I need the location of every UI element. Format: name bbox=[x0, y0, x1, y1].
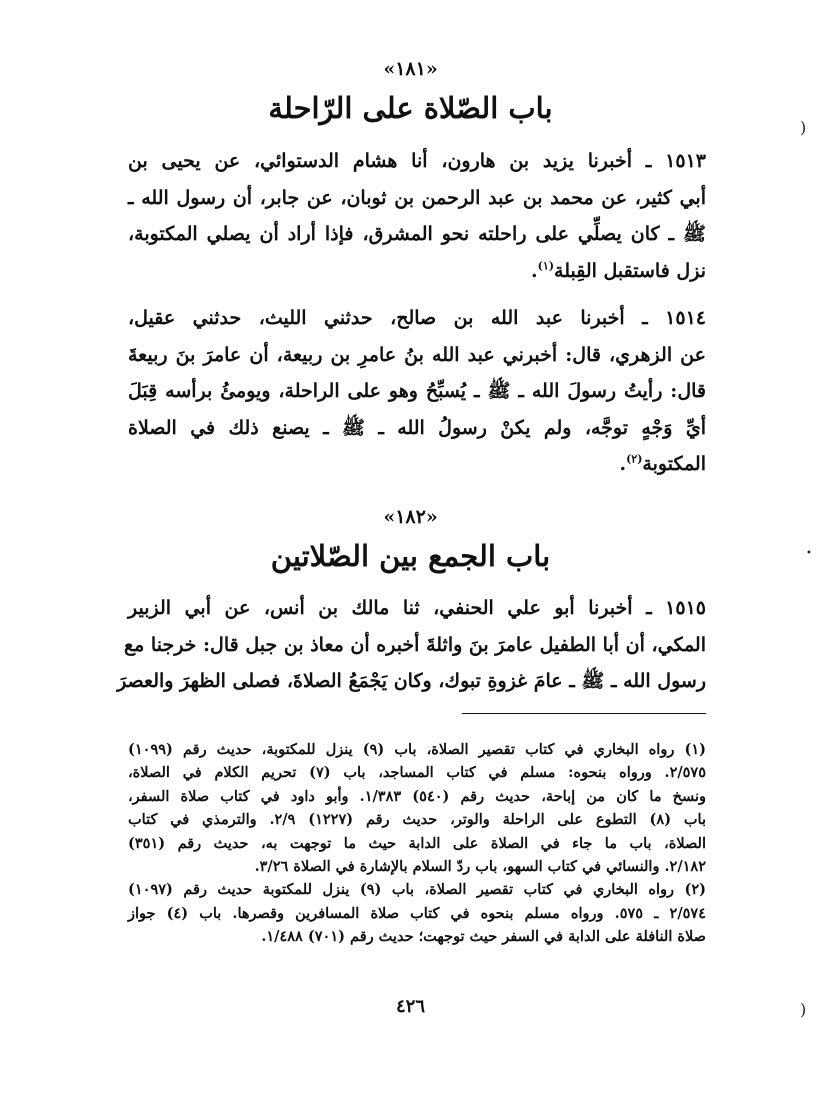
text-line: أبي كثير، عن محمد بن عبد الرحمن بن ثوبان، عن جابر، أن رسول الله ـ bbox=[128, 186, 706, 209]
footnote-line: ٢/١٨٢. والنسائي في كتاب السهو، باب ردّ السلام بالإشارة في الصلاة ٣/٢٦. bbox=[254, 858, 706, 876]
margin-mark: ( bbox=[800, 118, 807, 137]
footnote-line: ٢/٥٧٥. ورواه بنحوه: مسلم في كتاب المساجد، باب (٧) تحريم الكلام في الصلاة، bbox=[128, 764, 707, 782]
text-line-last: المكتوبة$^{(٢)}$. bbox=[619, 452, 706, 475]
margin-mark: ( bbox=[800, 1000, 807, 1019]
footnote-ref: (١) bbox=[537, 259, 555, 273]
text-line: ١٥١٣ ـ أخبرنا يزيد بن هارون، أنا هشام الدستوائي، عن يحيى بن bbox=[128, 150, 706, 172]
footnote-separator bbox=[462, 713, 706, 714]
text-line: ١٥١٥ ـ أخبرنا أبو علي الحنفي، ثنا مالك بن أنس، عن أبي الزبير bbox=[128, 597, 706, 619]
text-line-last: نزل فاستقبل القِبلة$^{(١)}$. bbox=[531, 259, 706, 282]
section-number: «١٨١» bbox=[383, 58, 438, 80]
text-line: ﷺ ـ كان يصلِّي على راحلته نحو المشرق، فإذا أراد أن يصلي المكتوبة، bbox=[128, 223, 706, 245]
page-number: ٤٢٦ bbox=[395, 996, 425, 1017]
text-line: أيِّ وَجْهٍ توجَّه، ولم يكنْ رسولُ الله ـ ﷺ ـ يصنع ذلك في الصلاة bbox=[128, 416, 706, 439]
text-line: ١٥١٤ ـ أخبرنا عبد الله بن صالح، حدثني الليث، حدثني عقيل، bbox=[128, 307, 706, 329]
text-fragment: نزل فاستقبل القِبلة bbox=[554, 259, 706, 282]
footnotes bbox=[128, 738, 706, 949]
hadith-1515 bbox=[117, 590, 706, 700]
text-line: رسول الله ـ ﷺ ـ عامَ غزوةِ تبوك، وكان يَجْمَعُ الصلاةَ، فصلى الظهرَ والعصرَ bbox=[117, 670, 706, 692]
section-title: باب الصّلاة على الرّاحلة bbox=[268, 91, 553, 125]
footnote-line: باب (٨) التطوع على الراحلة والوتر، حديث رقم (١٢٢٧) ٢/٩. والترمذي في كتاب bbox=[128, 811, 706, 829]
text-line: المكي، أن أبا الطفيل عامرَ بنَ واثلةَ أخبره أن معاذ بن جبل قال: خرجنا مع bbox=[124, 633, 706, 656]
margin-mark: • bbox=[806, 548, 812, 559]
footnote-line: (١) رواه البخاري في كتاب تقصير الصلاة، باب (٩) ينزل للمكتوبة، حديث رقم (١٠٩٩) bbox=[128, 741, 706, 758]
hadith-1514 bbox=[128, 300, 706, 483]
section-title: باب الجمع بين الصّلاتين bbox=[270, 539, 551, 573]
hadith-1513 bbox=[128, 143, 706, 289]
footnote-line: الصلاة، باب ما جاء في الصلاة على الدابة حيث ما توجهت به، حديث رقم (٣٥١) bbox=[128, 834, 706, 852]
text-line: عن الزهري، قال: أخبرني عبد الله بنُ عامرِ بن ربيعة، أن عامرَ بنَ ربيعةَ bbox=[128, 343, 706, 366]
footnote-ref: (٢) bbox=[626, 452, 643, 466]
footnote-line: ٢/٥٧٤ ـ ٥٧٥. ورواه مسلم بنحوه في كتاب صلاة المسافرين وقصرها. باب (٤) جواز bbox=[128, 904, 706, 922]
text-fragment: المكتوبة bbox=[642, 453, 706, 475]
footnote-line: صلاة النافلة على الدابة في السفر حيث توجهت؛ حديث رقم (٧٠١) ١/٤٨٨. bbox=[261, 928, 706, 946]
text-line: قال: رأيتُ رسولَ الله ـ ﷺ ـ يُسبِّحُ وهو على الراحلة، ويومئُ برأسه قِبَلَ bbox=[128, 380, 706, 402]
footnote-line: (٢) رواه البخاري في كتاب تقصير الصلاة، باب (٩) ينزل للمكتوبة حديث رقم (١٠٩٧) bbox=[128, 881, 706, 899]
footnote-line: ونسخ ما كان من إباحة، حديث رقم (٥٤٠) ١/٣٨٣. وأبو داود في كتاب صلاة السفر، bbox=[128, 787, 706, 805]
section-number: «١٨٢» bbox=[383, 506, 438, 528]
